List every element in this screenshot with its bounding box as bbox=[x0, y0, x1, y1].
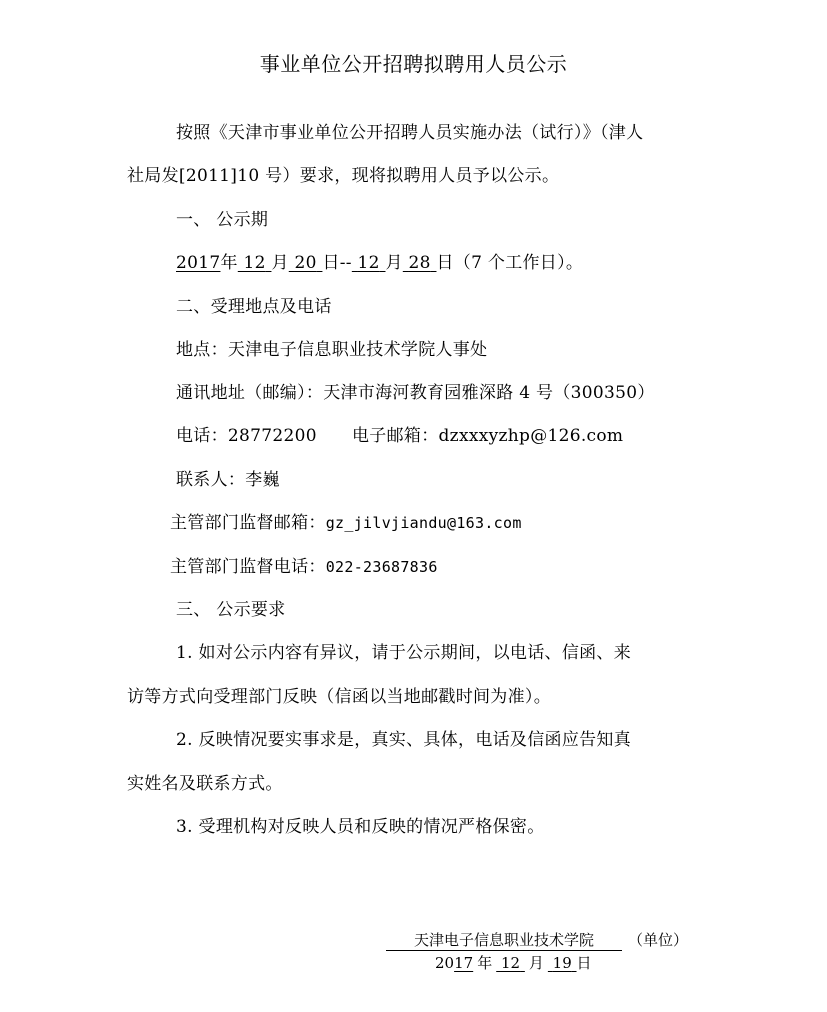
item-1-line-2: 访等方式向受理部门反映（信函以当地邮戳时间为准）。 bbox=[127, 687, 551, 707]
intro-line-2: 社局发[2011]10 号）要求，现将拟聘用人员予以公示。 bbox=[127, 166, 560, 186]
intro-line-1: 按照《天津市事业单位公开招聘人员实施办法（试行）》（津人 bbox=[176, 123, 644, 143]
notice-period bbox=[176, 248, 583, 273]
unit-name: 天津电子信息职业技术学院 bbox=[386, 929, 622, 951]
supervisor-email-label: 主管部门监督邮箱： bbox=[170, 513, 326, 533]
page-title: 事业单位公开招聘拟聘用人员公示 bbox=[259, 52, 568, 76]
period-start-day: 20 bbox=[294, 253, 317, 273]
phone-line: 电话：28772200 bbox=[176, 426, 317, 446]
unit-suffix: （单位） bbox=[628, 931, 689, 949]
section-1-heading: 一、 公示期 bbox=[176, 210, 269, 230]
supervisor-email-line bbox=[170, 508, 522, 533]
supervisor-email: gz_jilvjiandu@163.com bbox=[325, 514, 522, 532]
period-year-char: 年 bbox=[220, 253, 238, 273]
supervisor-phone-label: 主管部门监督电话： bbox=[170, 557, 326, 577]
date-year-char: 年 bbox=[477, 954, 493, 972]
period-end-day: 28 bbox=[408, 253, 431, 273]
period-tail: 日（7 个工作日）。 bbox=[436, 253, 584, 273]
issuing-unit bbox=[386, 929, 688, 951]
date-month: 12 bbox=[500, 954, 521, 972]
section-2-heading: 二、受理地点及电话 bbox=[176, 297, 332, 317]
issue-date bbox=[435, 952, 592, 973]
period-year: 2017 bbox=[176, 253, 221, 273]
location-line: 地点：天津电子信息职业技术学院人事处 bbox=[176, 340, 488, 360]
period-end-month: 12 bbox=[357, 253, 380, 273]
date-prefix: 20 bbox=[435, 954, 455, 972]
address-line: 通讯地址（邮编）：天津市海河教育园雅深路 4 号（300350） bbox=[176, 383, 655, 403]
item-2-line-1: 2. 反映情况要实事求是，真实、具体，电话及信函应告知真 bbox=[176, 730, 632, 750]
section-3-heading: 三、 公示要求 bbox=[176, 600, 286, 620]
supervisor-phone-line bbox=[170, 552, 438, 577]
item-1-line-1: 1. 如对公示内容有异议，请于公示期间，以电话、信函、来 bbox=[176, 643, 632, 663]
contact-line: 联系人：李巍 bbox=[176, 470, 280, 490]
supervisor-phone: 022-23687836 bbox=[325, 558, 438, 576]
period-separator: 日-- bbox=[322, 253, 352, 273]
date-day-char: 日 bbox=[576, 954, 592, 972]
period-start-month: 12 bbox=[243, 253, 266, 273]
date-year: 17 bbox=[454, 954, 474, 972]
item-2-line-2: 实姓名及联系方式。 bbox=[127, 774, 283, 794]
period-month-char-2: 月 bbox=[385, 253, 403, 273]
email-line: 电子邮箱：dzxxxyzhp@126.com bbox=[352, 426, 624, 446]
date-month-char: 月 bbox=[528, 954, 544, 972]
item-3-line: 3. 受理机构对反映人员和反映的情况严格保密。 bbox=[176, 817, 545, 837]
period-month-char-1: 月 bbox=[271, 253, 289, 273]
date-day: 19 bbox=[552, 954, 572, 972]
